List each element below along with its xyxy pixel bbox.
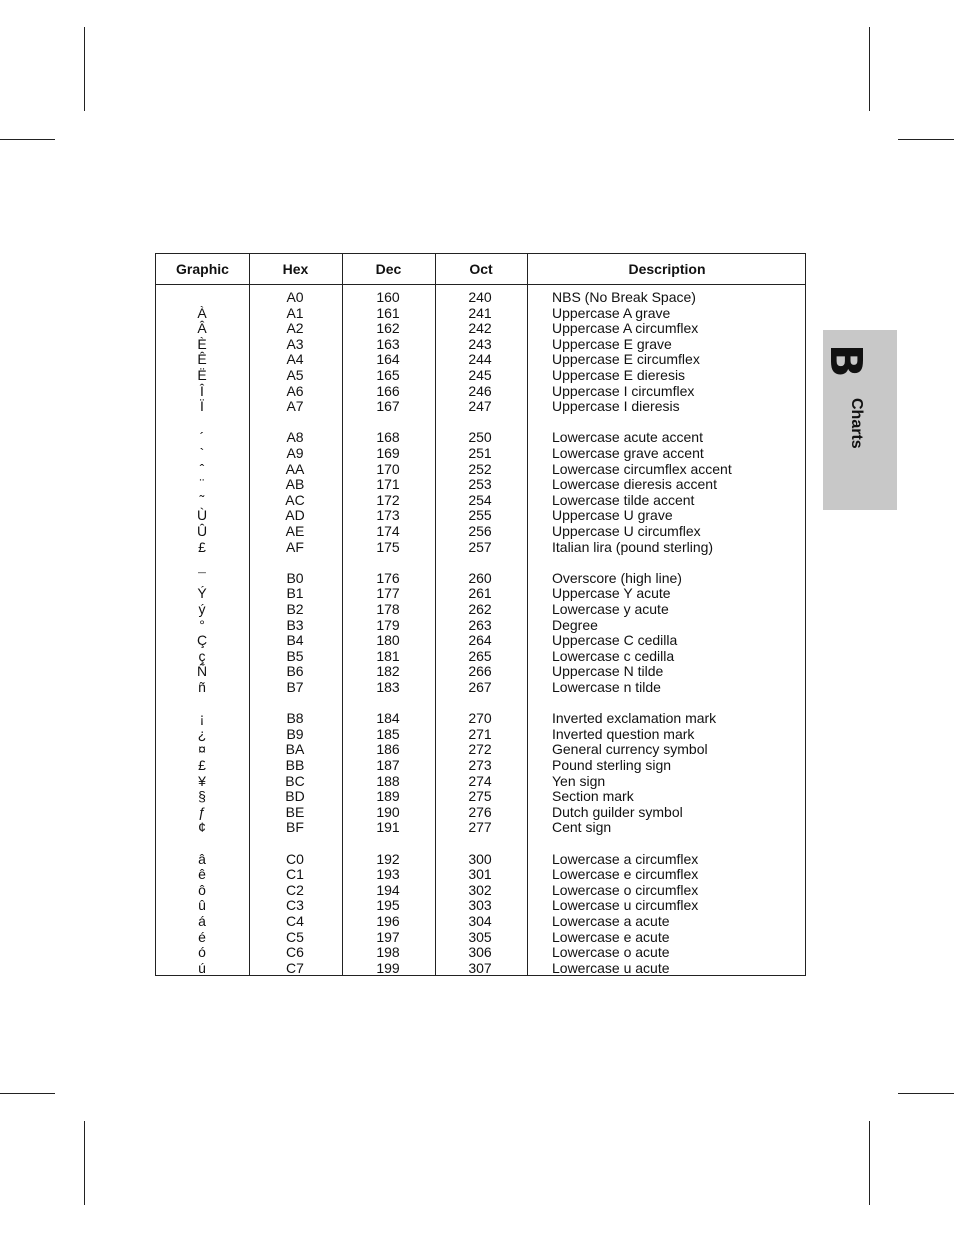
cell-oct: 303 [468,897,492,914]
cell-dec: 197 [376,928,400,945]
cell-oct: 304 [468,913,492,929]
cell-description: Lowercase y acute [552,601,669,617]
cell-graphic: ê [198,866,206,883]
cell-hex: AA [285,460,305,477]
cell-oct: 247 [468,398,492,415]
cell-dec: 165 [376,367,400,383]
cell-hex: B6 [286,663,304,680]
crop-mark [898,1093,954,1094]
cell-dec: 182 [376,663,400,680]
cell-oct: 306 [468,944,492,961]
cell-oct: 244 [468,351,492,368]
cell-description: Yen sign [552,772,606,789]
cell-description: Cent sign [552,819,612,836]
cell-graphic: ¨ [199,476,205,493]
cell-oct: 242 [468,320,492,337]
cell-hex: AE [285,523,305,539]
cell-oct: 265 [468,647,492,664]
cell-hex: B0 [286,569,304,586]
cell-hex: BE [285,803,305,820]
cell-hex: BA [285,741,305,758]
cell-dec: 181 [376,647,400,664]
cell-description: Lowercase circumflex accent [552,460,732,477]
cell-graphic: Ë [197,367,207,383]
header-divider [156,284,805,285]
cell-oct: 256 [468,523,492,539]
cell-oct: 301 [468,866,492,883]
cell-graphic: Ý [197,585,207,602]
cell-description: Uppercase I circumflex [552,382,695,399]
cell-dec: 173 [376,507,400,524]
cell-hex: BF [286,819,304,836]
cell-graphic: ¿ [197,725,207,742]
cell-description: Uppercase I dieresis [552,398,680,415]
cell-graphic: á [198,913,206,929]
cell-description: Lowercase o circumflex [552,881,699,898]
cell-description: Uppercase A circumflex [552,320,699,337]
cell-description: Lowercase a circumflex [552,850,699,867]
cell-hex: C2 [286,881,304,898]
cell-graphic: ñ [198,679,206,695]
cell-dec: 186 [376,741,400,758]
cell-oct: 262 [468,601,492,617]
cell-hex: AD [285,507,305,524]
cell-oct: 251 [468,445,492,461]
cell-hex: A6 [286,382,304,399]
cell-graphic: ô [198,881,206,898]
cell-graphic [184,290,220,306]
cell-hex: A5 [286,367,304,383]
cell-description: Section mark [552,788,634,805]
cell-graphic: ` [199,445,205,461]
cell-hex: C3 [286,897,304,914]
cell-dec: 171 [376,476,400,493]
cell-oct: 271 [468,725,492,742]
crop-mark [0,139,55,140]
cell-description: Lowercase acute accent [552,429,703,446]
cell-description: Uppercase U grave [552,507,673,524]
cell-hex: A3 [286,335,304,352]
cell-oct: 241 [468,304,492,321]
cell-description: Uppercase E circumflex [552,351,700,368]
cell-description: Lowercase e circumflex [552,866,699,883]
cell-oct: 252 [468,460,492,477]
cell-oct: 246 [468,382,492,399]
column-divider [342,254,343,975]
crop-mark [84,27,85,111]
cell-dec: 164 [376,351,400,368]
cell-description: Uppercase E dieresis [552,367,686,383]
cell-dec: 199 [376,959,400,976]
cell-description: Pound sterling sign [552,757,672,773]
cell-description: Lowercase e acute [552,928,670,945]
column-divider [249,254,250,975]
cell-graphic: Ç [196,632,208,649]
cell-dec: 185 [376,725,400,742]
cell-description: General currency symbol [552,741,708,758]
cell-oct: 260 [468,569,492,586]
section-label: Charts [848,398,865,449]
cell-graphic: ˆ [199,460,205,477]
cell-graphic: ¥ [198,772,206,789]
cell-hex: B4 [286,632,304,649]
cell-graphic: ç [198,647,206,664]
cell-graphic: È [197,335,207,352]
cell-graphic: Î [200,382,204,399]
section-tab [820,330,897,510]
cell-dec: 177 [376,585,400,602]
cell-oct: 272 [468,741,492,758]
cell-oct: 254 [468,491,492,508]
cell-dec: 174 [376,523,400,539]
cell-hex: B3 [286,616,304,633]
header-dec: Dec [375,261,402,277]
cell-description: Lowercase c cedilla [552,647,675,664]
cell-description: Inverted question mark [552,725,695,742]
cell-oct: 261 [468,585,492,602]
cell-graphic: £ [198,538,206,555]
cell-description: Uppercase E grave [552,335,672,352]
cell-hex: B5 [286,647,304,664]
cell-dec: 170 [376,460,400,477]
cell-graphic: Ñ [196,663,208,680]
cell-dec: 188 [376,772,400,789]
cell-oct: 267 [468,679,492,695]
cell-oct: 240 [468,289,492,305]
cell-hex: BB [285,757,305,773]
cell-oct: 276 [468,803,492,820]
cell-hex: AC [285,491,305,508]
cell-dec: 187 [376,757,400,773]
cell-description: Uppercase N tilde [552,663,664,680]
cell-description: Lowercase n tilde [552,679,661,695]
cell-oct: 255 [468,507,492,524]
cell-graphic: § [198,788,206,805]
cell-oct: 245 [468,367,492,383]
cell-dec: 169 [376,445,400,461]
cell-graphic: À [197,304,207,321]
cell-dec: 167 [376,398,400,415]
cell-dec: 196 [376,913,400,929]
cell-description: Italian lira (pound sterling) [552,538,714,555]
cell-hex: C4 [286,913,304,929]
cell-dec: 190 [376,803,400,820]
cell-dec: 195 [376,897,400,914]
cell-graphic: Ù [196,507,208,524]
cell-description: Overscore (high line) [552,569,682,586]
cell-dec: 161 [376,304,400,321]
cell-hex: AB [285,476,305,493]
cell-hex: AF [286,538,304,555]
section-letter: B [820,344,871,378]
cell-dec: 189 [376,788,400,805]
crop-mark [84,1121,85,1205]
cell-dec: 175 [376,538,400,555]
column-divider [527,254,528,975]
cell-graphic: ° [199,616,205,633]
cell-hex: C5 [286,928,304,945]
cell-hex: B2 [286,601,304,617]
cell-oct: 253 [468,476,492,493]
cell-graphic: ó [198,944,206,961]
cell-hex: A7 [286,398,304,415]
cell-oct: 275 [468,788,492,805]
cell-dec: 198 [376,944,400,961]
cell-oct: 277 [468,819,492,836]
header-graphic: Graphic [176,261,229,277]
cell-dec: 184 [376,710,400,727]
cell-graphic: ¡ [199,710,205,727]
cell-oct: 266 [468,663,492,680]
cell-description: Lowercase u acute [552,959,670,976]
header-description: Description [628,261,706,277]
cell-graphic: ¢ [198,819,206,836]
crop-mark [869,27,870,111]
cell-hex: A2 [286,320,304,337]
cell-dec: 172 [376,491,400,508]
cell-graphic: £ [198,757,206,773]
cell-description: Dutch guilder symbol [552,803,683,820]
cell-hex: C1 [286,866,304,883]
cell-oct: 273 [468,757,492,773]
cell-graphic: ¤ [198,741,206,758]
cell-hex: C6 [286,944,304,961]
cell-description: Lowercase a acute [552,913,670,929]
cell-hex: C0 [286,850,304,867]
cell-description: Uppercase C cedilla [552,632,678,649]
cell-oct: 307 [468,959,492,976]
cell-dec: 160 [376,289,400,305]
cell-dec: 179 [376,616,400,633]
cell-graphic: Û [196,523,208,539]
cell-oct: 257 [468,538,492,555]
cell-graphic: û [198,897,206,914]
crop-mark [869,1121,870,1205]
cell-dec: 180 [376,632,400,649]
cell-hex: BC [285,772,305,789]
cell-hex: B9 [286,725,304,742]
cell-oct: 264 [468,632,492,649]
cell-dec: 166 [376,382,400,399]
cell-dec: 168 [376,429,400,446]
cell-hex: BD [285,788,305,805]
cell-oct: 250 [468,429,492,446]
cell-graphic: ý [198,601,206,617]
cell-hex: A9 [286,445,304,461]
cell-description: Uppercase Y acute [552,585,671,602]
cell-description: NBS (No Break Space) [552,289,696,305]
cell-description: Uppercase A grave [552,304,671,321]
cell-graphic: ˜ [199,491,205,508]
cell-graphic: Â [197,320,207,337]
cell-dec: 163 [376,335,400,352]
cell-oct: 270 [468,710,492,727]
crop-mark [898,139,954,140]
cell-hex: B1 [286,585,304,602]
cell-graphic: ¯ [198,569,206,586]
header-oct: Oct [469,261,493,277]
cell-hex: B8 [286,710,304,727]
cell-hex: A1 [286,304,304,321]
cell-graphic: Ê [197,351,207,368]
cell-oct: 263 [468,616,492,633]
header-hex: Hex [282,261,309,277]
cell-hex: C7 [286,959,304,976]
cell-oct: 305 [468,928,492,945]
column-divider [435,254,436,975]
cell-graphic: Ï [200,398,204,415]
cell-hex: B7 [286,679,304,695]
cell-hex: A4 [286,351,304,368]
cell-dec: 192 [376,850,400,867]
cell-dec: 194 [376,881,400,898]
cell-description: Lowercase grave accent [552,445,704,461]
cell-description: Uppercase U circumflex [552,523,701,539]
cell-hex: A0 [286,289,304,305]
cell-dec: 176 [376,569,400,586]
cell-dec: 162 [376,320,400,337]
cell-oct: 300 [468,850,492,867]
cell-description: Lowercase o acute [552,944,670,961]
cell-graphic: ´ [199,429,205,446]
cell-dec: 193 [376,866,400,883]
cell-graphic: ú [198,959,206,976]
character-chart-table [155,253,806,976]
cell-oct: 274 [468,772,492,789]
cell-description: Lowercase u circumflex [552,897,699,914]
cell-graphic: é [198,928,206,945]
cell-graphic: ƒ [198,803,206,820]
cell-oct: 302 [468,881,492,898]
cell-dec: 183 [376,679,400,695]
cell-hex: A8 [286,429,304,446]
cell-dec: 178 [376,601,400,617]
cell-dec: 191 [376,819,400,836]
cell-oct: 243 [468,335,492,352]
cell-description: Degree [552,616,598,633]
cell-description: Inverted exclamation mark [552,710,717,727]
cell-graphic: â [198,850,206,867]
cell-description: Lowercase dieresis accent [552,476,717,493]
cell-description: Lowercase tilde accent [552,491,695,508]
crop-mark [0,1093,55,1094]
